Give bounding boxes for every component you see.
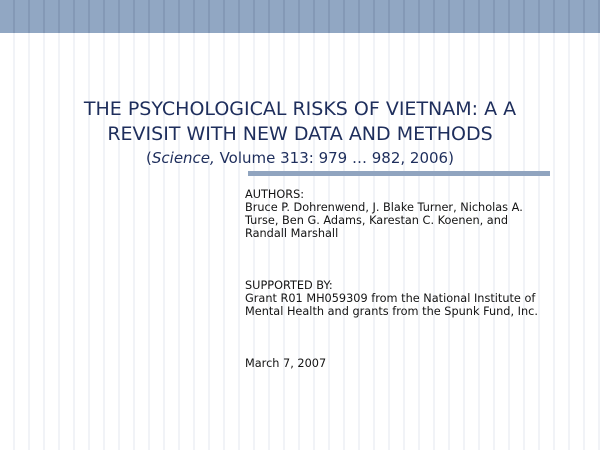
- slide-title: [20, 97, 580, 169]
- support-heading: SUPPORTED BY:: [245, 279, 333, 292]
- authors-heading: AUTHORS:: [245, 188, 305, 201]
- top-header-band: [0, 0, 600, 33]
- slide-body: [245, 188, 545, 370]
- citation: [20, 147, 580, 169]
- support-text: Grant R01 MH059309 from the National Institute of Mental Health and grants from the Spunk Fund, Inc.: [245, 292, 538, 318]
- date: March 7, 2007: [245, 357, 327, 370]
- authors-list: Bruce P. Dohrenwend, J. Blake Turner, Nicholas A. Turse, Ben G. Adams, Karestan C. Koenen, and Randall Marshall: [245, 201, 523, 240]
- title-line-1: THE PSYCHOLOGICAL RISKS OF VIETNAM: A A: [83, 98, 517, 120]
- citation-journal: Science,: [151, 149, 215, 167]
- divider-rule: [248, 171, 550, 176]
- citation-open: (: [146, 149, 152, 167]
- citation-details: Volume 313: 979 … 982, 2006): [214, 149, 454, 167]
- title-line-2: REVISIT WITH NEW DATA AND METHODS: [107, 123, 493, 145]
